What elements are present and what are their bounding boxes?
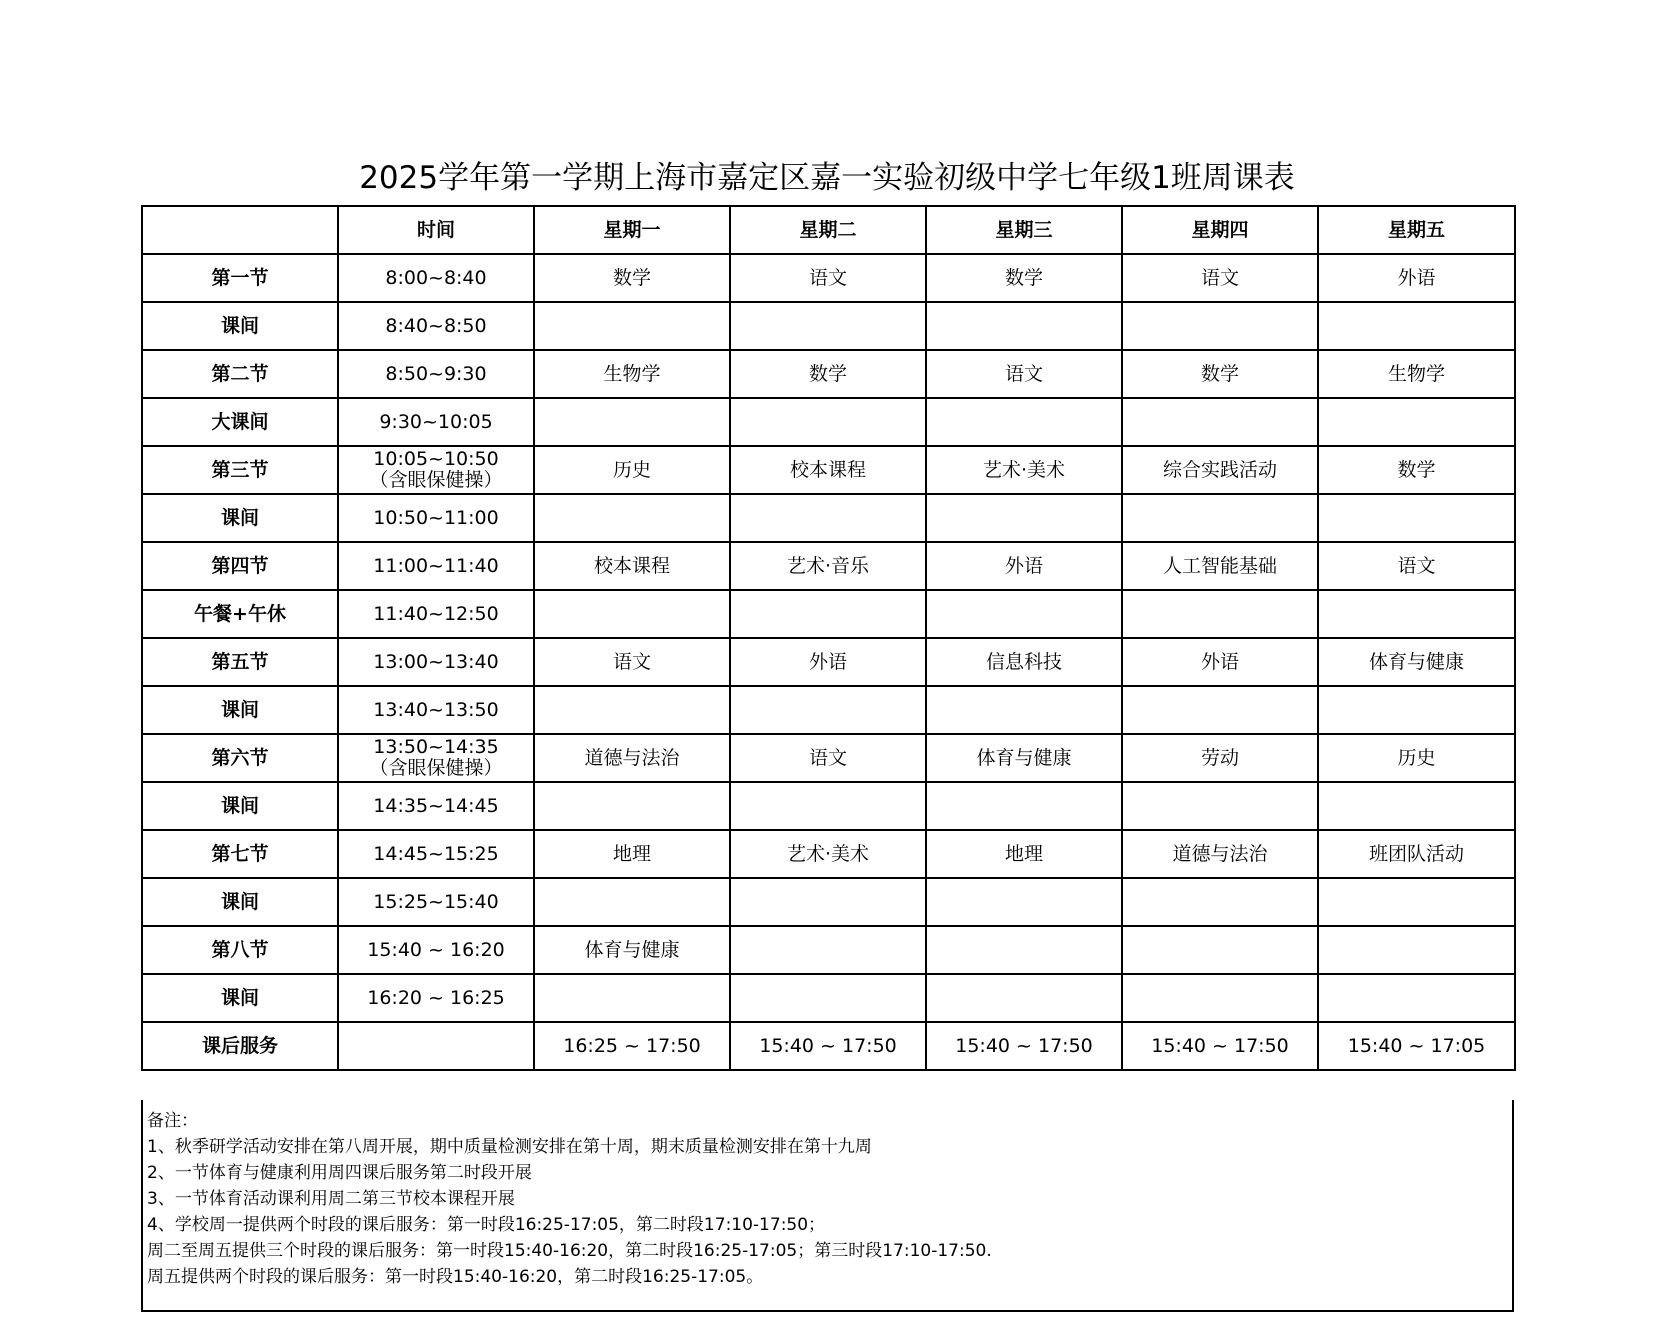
subject-cell: 数学 [926, 254, 1122, 302]
header-day: 星期一 [534, 206, 730, 254]
subject-cell: 数学 [534, 254, 730, 302]
subject-cell [730, 974, 926, 1022]
subject-cell [1318, 878, 1515, 926]
table-row [142, 302, 1515, 350]
time-range: 11:00~11:40 [373, 554, 499, 577]
table-row [142, 878, 1515, 926]
subject-cell: 语文 [1122, 254, 1318, 302]
subject-cell: 历史 [534, 446, 730, 494]
subject-cell [730, 686, 926, 734]
page-title: 2025学年第一学期上海市嘉定区嘉一实验初级中学七年级1班周课表 [359, 160, 1295, 196]
period-label: 第七节 [142, 830, 338, 878]
period-label: 课间 [142, 302, 338, 350]
header-day: 星期五 [1318, 206, 1515, 254]
subject-cell: 综合实践活动 [1122, 446, 1318, 494]
subject-cell [730, 782, 926, 830]
subject-cell: 道德与法治 [1122, 830, 1318, 878]
period-label: 第三节 [142, 446, 338, 494]
subject-cell [1122, 926, 1318, 974]
subject-cell: 历史 [1318, 734, 1515, 782]
time-cell [338, 350, 534, 398]
time-range: 13:40~13:50 [373, 698, 499, 721]
subject-cell [534, 974, 730, 1022]
table-row [142, 590, 1515, 638]
note-line: 4、学校周一提供两个时段的课后服务：第一时段16:25-17:05，第二时段17:10-17:50； [147, 1215, 826, 1235]
table-row [142, 1022, 1515, 1070]
period-label: 课间 [142, 974, 338, 1022]
subject-cell: 外语 [926, 542, 1122, 590]
time-range: 9:30~10:05 [379, 410, 493, 433]
table-row [142, 398, 1515, 446]
table-row [142, 494, 1515, 542]
time-range: 15:25~15:40 [373, 890, 499, 913]
table-row [142, 350, 1515, 398]
subject-cell: 数学 [730, 350, 926, 398]
period-label: 课间 [142, 782, 338, 830]
time-cell [338, 398, 534, 446]
subject-cell [730, 494, 926, 542]
time-cell [338, 974, 534, 1022]
time-range: 13:00~13:40 [373, 650, 499, 673]
subject-cell [730, 302, 926, 350]
subject-cell: 道德与法治 [534, 734, 730, 782]
note-line: 1、秋季研学活动安排在第八周开展，期中质量检测安排在第十周，期末质量检测安排在第十九周 [147, 1137, 872, 1157]
time-note: （含眼保健操） [369, 469, 503, 491]
subject-cell [534, 590, 730, 638]
subject-cell [1122, 782, 1318, 830]
notes-section [141, 1100, 1514, 1312]
time-cell [338, 878, 534, 926]
period-label: 课间 [142, 686, 338, 734]
subject-cell: 地理 [926, 830, 1122, 878]
header-row [142, 206, 1515, 254]
subject-cell [926, 590, 1122, 638]
time-cell [338, 590, 534, 638]
note-line: 2、一节体育与健康利用周四课后服务第二时段开展 [147, 1163, 532, 1183]
subject-cell [1122, 590, 1318, 638]
subject-cell [1122, 686, 1318, 734]
subject-cell [926, 974, 1122, 1022]
time-range: 13:50~14:35 [373, 736, 499, 758]
time-cell [338, 254, 534, 302]
period-label: 课间 [142, 878, 338, 926]
subject-cell: 语文 [1318, 542, 1515, 590]
subject-cell [926, 494, 1122, 542]
subject-cell: 体育与健康 [926, 734, 1122, 782]
note-line: 3、一节体育活动课利用周二第三节校本课程开展 [147, 1189, 515, 1209]
subject-cell [926, 878, 1122, 926]
subject-cell: 艺术·美术 [730, 830, 926, 878]
subject-cell: 16:25 ~ 17:50 [534, 1022, 730, 1070]
period-label: 第五节 [142, 638, 338, 686]
time-cell [338, 830, 534, 878]
subject-cell: 校本课程 [730, 446, 926, 494]
subject-cell [730, 398, 926, 446]
time-range: 8:40~8:50 [385, 314, 487, 337]
table-row [142, 542, 1515, 590]
time-cell [338, 302, 534, 350]
table-row [142, 734, 1515, 782]
subject-cell [1122, 302, 1318, 350]
time-range: 16:20 ~ 16:25 [367, 986, 505, 1009]
table-row [142, 830, 1515, 878]
subject-cell: 艺术·音乐 [730, 542, 926, 590]
subject-cell [1318, 302, 1515, 350]
table-row [142, 974, 1515, 1022]
time-range: 10:05~10:50 [373, 448, 499, 470]
subject-cell [730, 590, 926, 638]
subject-cell: 校本课程 [534, 542, 730, 590]
notes-heading: 备注： [147, 1111, 198, 1131]
period-label: 课后服务 [142, 1022, 338, 1070]
period-label: 课间 [142, 494, 338, 542]
subject-cell: 外语 [1122, 638, 1318, 686]
table-row [142, 782, 1515, 830]
table-row [142, 686, 1515, 734]
subject-cell: 体育与健康 [534, 926, 730, 974]
subject-cell [1318, 926, 1515, 974]
time-cell [338, 734, 534, 782]
table-row [142, 446, 1515, 494]
table-row [142, 638, 1515, 686]
subject-cell: 数学 [1122, 350, 1318, 398]
table-row [142, 926, 1515, 974]
time-cell [338, 542, 534, 590]
header-day: 星期三 [926, 206, 1122, 254]
period-label: 大课间 [142, 398, 338, 446]
subject-cell [926, 686, 1122, 734]
subject-cell: 劳动 [1122, 734, 1318, 782]
subject-cell [926, 926, 1122, 974]
subject-cell [1318, 590, 1515, 638]
subject-cell [534, 302, 730, 350]
time-range: 8:50~9:30 [385, 362, 487, 385]
subject-cell [926, 782, 1122, 830]
time-cell [338, 782, 534, 830]
time-cell [338, 686, 534, 734]
subject-cell: 15:40 ~ 17:50 [1122, 1022, 1318, 1070]
time-cell [338, 926, 534, 974]
period-label: 第二节 [142, 350, 338, 398]
header-time: 时间 [338, 206, 534, 254]
subject-cell: 外语 [1318, 254, 1515, 302]
time-range: 14:45~15:25 [373, 842, 499, 865]
subject-cell [534, 494, 730, 542]
header-day: 星期四 [1122, 206, 1318, 254]
subject-cell [926, 398, 1122, 446]
time-range: 15:40 ~ 16:20 [367, 938, 505, 961]
subject-cell: 15:40 ~ 17:50 [926, 1022, 1122, 1070]
subject-cell: 外语 [730, 638, 926, 686]
subject-cell [1122, 494, 1318, 542]
subject-cell [534, 878, 730, 926]
subject-cell: 语文 [730, 254, 926, 302]
note-line: 周五提供两个时段的课后服务：第一时段15:40-16:20，第二时段16:25-17:05。 [147, 1267, 764, 1287]
header-day: 星期二 [730, 206, 926, 254]
subject-cell: 15:40 ~ 17:50 [730, 1022, 926, 1070]
table-row [142, 254, 1515, 302]
subject-cell: 艺术·美术 [926, 446, 1122, 494]
subject-cell [730, 926, 926, 974]
time-cell [338, 446, 534, 494]
period-label: 午餐+午休 [142, 590, 338, 638]
timetable [141, 205, 1516, 1071]
subject-cell [1122, 878, 1318, 926]
subject-cell [926, 302, 1122, 350]
subject-cell: 地理 [534, 830, 730, 878]
subject-cell [1318, 686, 1515, 734]
time-range: 14:35~14:45 [373, 794, 499, 817]
subject-cell: 生物学 [1318, 350, 1515, 398]
subject-cell: 班团队活动 [1318, 830, 1515, 878]
period-label: 第六节 [142, 734, 338, 782]
subject-cell [1318, 398, 1515, 446]
subject-cell [1122, 398, 1318, 446]
subject-cell: 体育与健康 [1318, 638, 1515, 686]
subject-cell: 语文 [730, 734, 926, 782]
subject-cell [730, 878, 926, 926]
subject-cell [1122, 974, 1318, 1022]
subject-cell [1318, 782, 1515, 830]
period-label: 第八节 [142, 926, 338, 974]
subject-cell: 15:40 ~ 17:05 [1318, 1022, 1515, 1070]
subject-cell: 数学 [1318, 446, 1515, 494]
subject-cell [534, 686, 730, 734]
time-note: （含眼保健操） [369, 757, 503, 779]
subject-cell [534, 782, 730, 830]
subject-cell [534, 398, 730, 446]
subject-cell: 语文 [534, 638, 730, 686]
time-range: 8:00~8:40 [385, 266, 487, 289]
subject-cell: 人工智能基础 [1122, 542, 1318, 590]
subject-cell: 生物学 [534, 350, 730, 398]
time-range: 11:40~12:50 [373, 602, 499, 625]
note-line: 周二至周五提供三个时段的课后服务：第一时段15:40-16:20，第二时段16:25-17:05；第三时段17:10-17:50. [147, 1241, 992, 1261]
subject-cell [1318, 494, 1515, 542]
subject-cell [1318, 974, 1515, 1022]
subject-cell: 语文 [926, 350, 1122, 398]
period-label: 第一节 [142, 254, 338, 302]
subject-cell: 信息科技 [926, 638, 1122, 686]
period-label: 第四节 [142, 542, 338, 590]
header-blank-cell [142, 206, 338, 254]
time-cell [338, 494, 534, 542]
time-range: 10:50~11:00 [373, 506, 499, 529]
time-cell [338, 638, 534, 686]
time-cell [338, 1022, 534, 1070]
